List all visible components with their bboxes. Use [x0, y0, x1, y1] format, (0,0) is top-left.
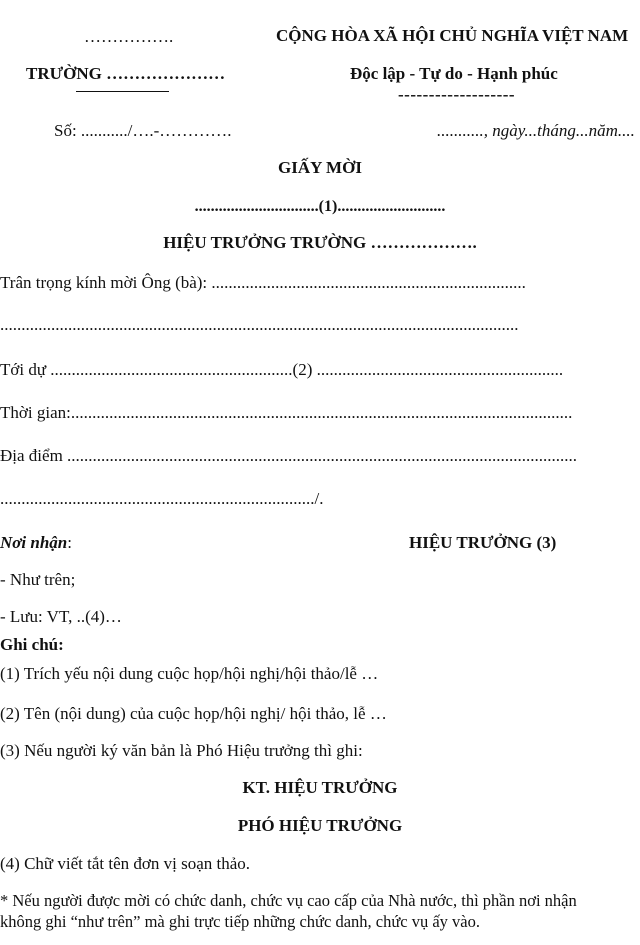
- vice-principal-title: PHÓ HIỆU TRƯỞNG: [237, 816, 403, 835]
- closing-line: ........................................................................../.: [0, 489, 324, 508]
- country-name: CỘNG HÒA XÃ HỘI CHỦ NGHĨA VIỆT NAM: [276, 26, 629, 45]
- school-name: TRƯỜNG …………………: [26, 64, 226, 83]
- event-line: Tới dự .........................................................(2) ..........................................................: [0, 360, 564, 379]
- national-motto: Độc lập - Tự do - Hạnh phúc: [350, 64, 558, 83]
- signer-title: HIỆU TRƯỞNG (3): [409, 533, 557, 552]
- issuer-title: HIỆU TRƯỞNG TRƯỜNG ……………….: [163, 233, 477, 252]
- invitee-line: Trân trọng kính mời Ông (bà): ..........................................................................: [0, 273, 526, 292]
- recipients-label: Nơi nhận: [0, 533, 68, 552]
- document-subject: ...............................(1)...........................: [194, 198, 446, 215]
- school-underline: [76, 91, 169, 92]
- note-4: (4) Chữ viết tắt tên đơn vị soạn thảo.: [0, 854, 251, 873]
- note-2: (2) Tên (nội dung) của cuộc họp/hội nghị/ hội thảo, lễ …: [0, 704, 387, 723]
- agency-name: …………….: [84, 27, 174, 46]
- recipient-item: - Lưu: VT, ..(4)…: [0, 607, 122, 626]
- recipients-colon: :: [67, 533, 72, 552]
- note-star-line-1: * Nếu người được mời có chức danh, chức vụ cao cấp của Nhà nước, thì phần nơi nhận: [0, 891, 577, 910]
- note-1: (1) Trích yếu nội dung cuộc họp/hội nghị/hội thảo/lễ …: [0, 664, 379, 683]
- document-number: Số: .........../….-………….: [54, 121, 232, 140]
- invitee-continuation: ..........................................................................................................................: [0, 315, 519, 334]
- recipient-item: - Như trên;: [0, 570, 76, 589]
- motto-dashes: -------------------: [398, 85, 516, 104]
- note-3: (3) Nếu người ký văn bản là Phó Hiệu trưởng thì ghi:: [0, 741, 363, 760]
- notes-heading: Ghi chú:: [0, 635, 64, 654]
- document-type: GIẤY MỜI: [278, 158, 362, 177]
- recipients-heading: [0, 534, 72, 551]
- document-date: ..........., ngày...tháng...năm....: [437, 121, 635, 140]
- deputy-kt-title: KT. HIỆU TRƯỞNG: [242, 778, 398, 797]
- note-star-line-2: không ghi “như trên” mà ghi trực tiếp những chức danh, chức vụ ấy vào.: [0, 912, 480, 931]
- place-line: Địa điểm ........................................................................................................................: [0, 446, 578, 465]
- time-line: Thời gian:......................................................................................................................: [0, 403, 573, 422]
